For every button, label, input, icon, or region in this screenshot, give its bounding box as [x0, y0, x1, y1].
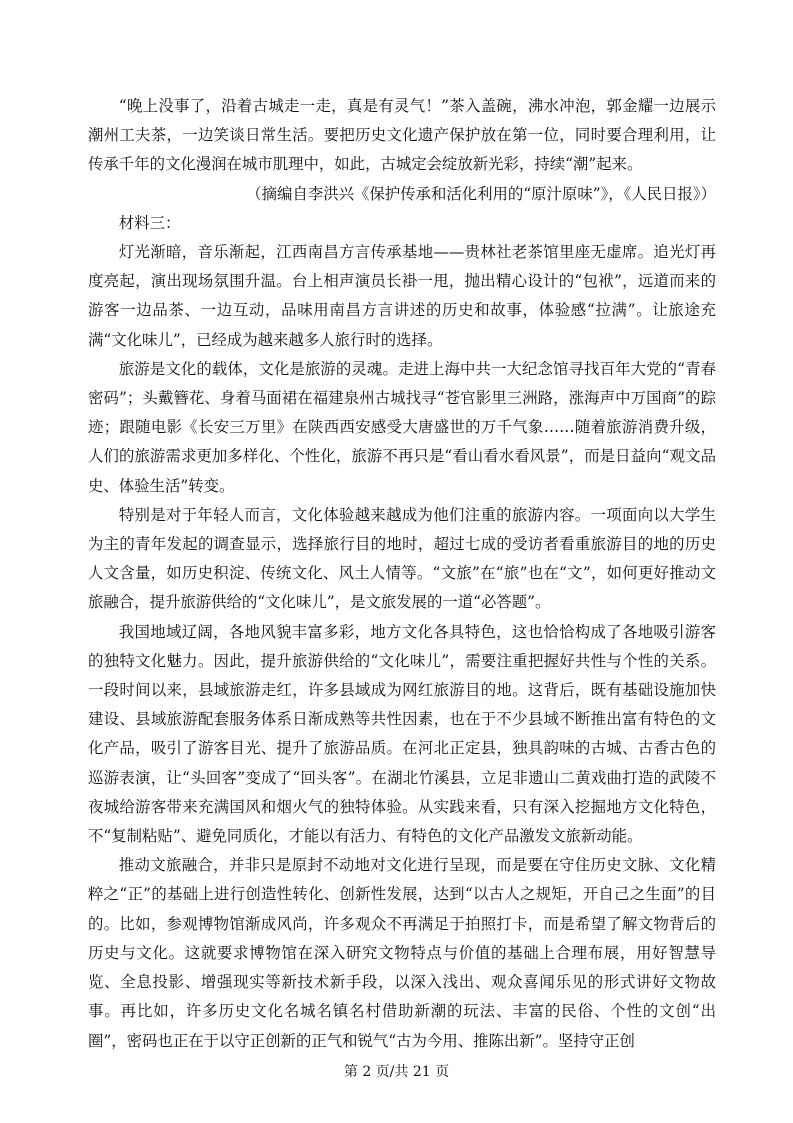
- paragraph-innovation: 推动文旅融合，并非只是原封不动地对文化进行呈现，而是要在守住历史文脉、文化精粹之“正”的基础上进行创造性转化、创新性发展，达到“以古人之规矩，开自己之生面”的目的。比如，参观博物馆渐成风尚，许多观众不再满足于拍照打卡，而是希望了解文物背后的历史与文化。这就要求博物馆在深入研究文物特点与价值的基础上合理布展，用好智慧导览、全息投影、增强现实等新技术新手段，以深入浅出、观众喜闻乐见的形式讲好文物故事。再比如，许多历史文化名城名镇名村借助新潮的玩法、丰富的民俗、个性的文创“出圈”，密码也正在于以守正创新的正气和锐气“古为今用、推陈出新”。坚持守正创: [88, 856, 716, 1050]
- paragraph-regional-culture: 我国地域辽阔，各地风貌丰富多彩，地方文化各具特色，这也恰恰构成了各地吸引游客的独特文化魅力。因此，提升旅游供给的“文化味儿”，需要注重把握好共性与个性的关系。一段时间以来，县域旅游走红，许多县域成为网红旅游目的地。这背后，既有基础设施加快建设、县域旅游配套服务体系日渐成熟等共性因素，也在于不少县域不断推出富有特色的文化产品，吸引了游客目光、提升了旅游品质。在河北正定县，独具韵味的古城、古香古色的巡游表演，让“头回客”变成了“回头客”。在湖北竹溪县，立足非遗山二黄戏曲打造的武陵不夜城给游客带来充满国风和烟火气的独特体验。从实践来看，只有深入挖掘地方文化特色，不“复制粘贴”、避免同质化，才能以有活力、有特色的文化产品激发文旅新动能。: [88, 622, 716, 846]
- source-citation: （摘编自李洪兴《保护传承和活化利用的“原汁原味”》，《人民日报》）: [246, 184, 716, 203]
- paragraph-young-travelers: 特别是对于年轻人而言，文化体验越来越成为他们注重的旅游内容。一项面向以大学生为主的青年发起的调查显示，选择旅行目的地时，超过七成的受访者看重旅游目的地的历史人文含量，如历史积淀、传统文化、风土人情等。“文旅”在“旅”也在“文”，如何更好推动文旅融合，提升旅游供给的“文化味儿”，是文旅发展的一道“必答题”。: [88, 505, 716, 612]
- paragraph-culture-tourism-soul: 旅游是文化的载体，文化是旅游的灵魂。走进上海中共一大纪念馆寻找百年大党的“青春密码”；头戴簪花、身着马面裙在福建泉州古城找寻“苍官影里三洲路，涨海声中万国商”的踪迹；跟随电影《长安三万里》在陕西西安感受大唐盛世的万千气象……随着旅游消费升级，人们的旅游需求更加多样化、个性化，旅游不再只是“看山看水看风景”，而是日益向“观文品史、体验生活”转变。: [88, 359, 716, 495]
- document-body: [88, 92, 716, 1056]
- paragraph-nanchang-teahouse: 灯光渐暗，音乐渐起，江西南昌方言传承基地——贵林社老茶馆里座无虚席。追光灯再度亮起，演出现场氛围升温。台上相声演员长褂一甩，抛出精心设计的“包袱”，远道而来的游客一边品茶、一边互动，品味用南昌方言讲述的历史和故事，体验感“拉满”。让旅途充满“文化味儿”，已经成为越来越多人旅行时的选择。: [88, 243, 716, 349]
- page-number-footer: 第 2 页/共 21 页: [343, 1064, 450, 1080]
- paragraph-tea-culture: “晚上没事了，沿着古城走一走，真是有灵气！”茶入盖碗，沸水冲泡，郭金耀一边展示潮州工夫茶，一边笑谈日常生活。要把历史文化遗产保护放在第一位，同时要合理利用，让传承千年的文化漫润在城市肌理中，如此，古城定会绽放新光彩，持续“潮”起来。: [88, 97, 716, 174]
- material-three-heading: 材料三：: [118, 213, 181, 232]
